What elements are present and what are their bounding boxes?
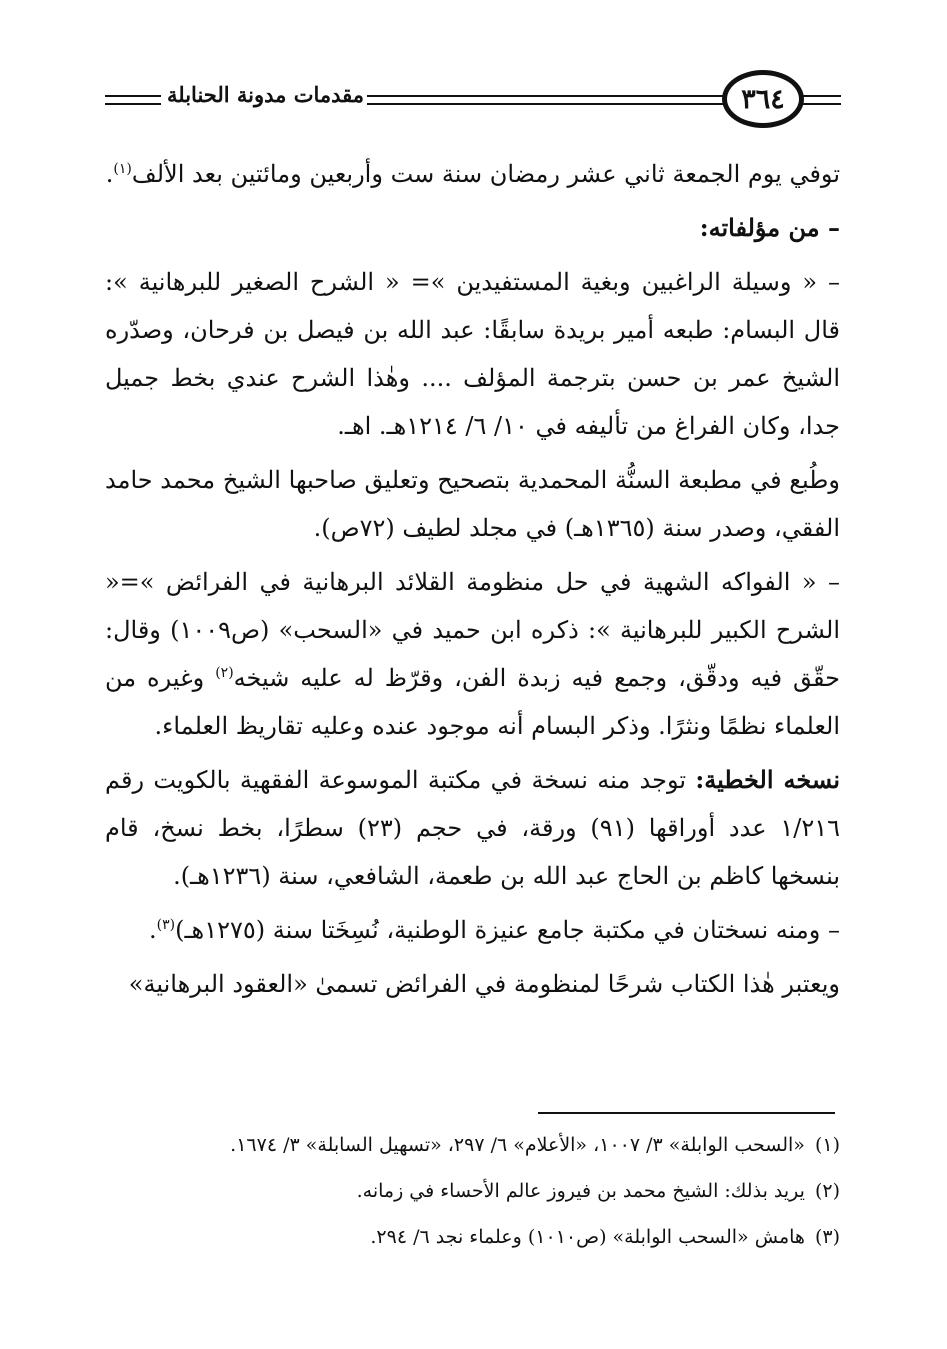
footnote-ref: (٢) bbox=[215, 665, 234, 681]
footnote-1 bbox=[105, 1122, 840, 1168]
paragraph-text: توجد منه نسخة في مكتبة الموسوعة الفقهية بالكويت رقم ١/٢١٦ عدد أوراقها (٩١) ورقة، في حجم (٢٣) سطرًا، بخط نسخ، قام بنسخها كاظم بن الحاج عبد الله بن طعمة، الشافعي، سنة (١٢٣٦هـ). bbox=[105, 766, 840, 890]
footnote-separator bbox=[538, 1112, 835, 1114]
paragraph-printing: وطُبع في مطبعة السنُّة المحمدية بتصحيح وتعليق صاحبها الشيخ محمد حامد الفقي، وصدر سنة (١٣٦٥هـ) في مجلد لطيف (٧٢ص). bbox=[105, 466, 840, 542]
paragraph-unaizah-copies bbox=[105, 906, 840, 954]
footnote-text: يريد بذلك: الشيخ محمد بن فيروز عالم الأحساء في زمانه. bbox=[356, 1180, 805, 1202]
header-rule-right bbox=[803, 95, 841, 105]
footnote-ref: (٣) bbox=[156, 917, 176, 933]
paragraph-text: توفي يوم الجمعة ثاني عشر رمضان سنة ست وأربعين ومائتين بعد الألف bbox=[131, 160, 840, 188]
paragraph-small-commentary: – « وسيلة الراغبين وبغية المستفيدين »= « الشرح الصغير للبرهانية »: قال البسام: طبعه أمير بريدة سابقًا: عبد الله بن فيصل بن فرحان، وصدّره الشيخ عمر بن حسن بترجمة المؤلف .... وهٰذا الشرح عندي بخط جميل جدا، وكان الفراغ من تأليفه في ١٠/ ٦/ ١٢١٤هـ. اهـ. bbox=[105, 268, 840, 440]
punctuation: . bbox=[105, 160, 114, 188]
footnote-number: (٢) bbox=[814, 1180, 840, 1202]
footnote-2 bbox=[105, 1168, 840, 1214]
paragraph-text: – « الفواكه الشهية في حل منظومة القلائد البرهانية في الفرائض »=« الشرح الكبير للبرهانية »: ذكره ابن حميد في «السحب» (ص١٠٠٩) وقال: حقّق فيه ودقّق، وجمع فيه زبدة الفن، وقرّظ له عليه شيخه bbox=[105, 568, 840, 692]
punctuation: . bbox=[149, 916, 157, 944]
paragraph-text: وغيره من العلماء نظمًا ونثرًا. وذكر البسام أنه موجود عنده وعليه تقاريظ العلماء. bbox=[105, 664, 840, 740]
page-number-badge bbox=[722, 70, 804, 128]
footnote-number: (١) bbox=[814, 1134, 840, 1156]
footnote-ref: (١) bbox=[113, 161, 132, 177]
header-rule-left bbox=[105, 95, 161, 105]
section-heading-works: – من مؤلفاته: bbox=[699, 213, 840, 242]
main-text bbox=[105, 150, 840, 1014]
header-rule-middle bbox=[367, 95, 725, 105]
footnote-text: «السحب الوابلة» ٣/ ١٠٠٧، «الأعلام» ٦/ ٢٩٧، «تسهيل السابلة» ٣/ ١٦٧٤. bbox=[230, 1134, 805, 1156]
footnote-text: هامش «السحب الوابلة» (ص١٠١٠) وعلماء نجد ٦/ ٢٩٤. bbox=[370, 1226, 805, 1248]
running-header bbox=[105, 68, 845, 138]
paragraph-death-date bbox=[105, 150, 840, 198]
footnote-number: (٣) bbox=[814, 1226, 840, 1248]
footnote-3 bbox=[105, 1214, 840, 1260]
paragraph-manuscripts bbox=[105, 756, 840, 900]
manuscripts-label: نسخه الخطية: bbox=[695, 765, 840, 794]
page-number: ٣٦٤ bbox=[741, 83, 785, 115]
paragraph-book-description: ويعتبر هٰذا الكتاب شرحًا لمنظومة في الفرائض تسمىٰ «العقود البرهانية» bbox=[128, 970, 840, 998]
paragraph-large-commentary bbox=[105, 558, 840, 750]
paragraph-text: – ومنه نسختان في مكتبة جامع عنيزة الوطنية، نُسِخَتا سنة (١٢٧٥هـ) bbox=[175, 916, 840, 944]
running-title: مقدمات مدونة الحنابلة bbox=[167, 82, 365, 107]
footnotes bbox=[105, 1122, 840, 1260]
